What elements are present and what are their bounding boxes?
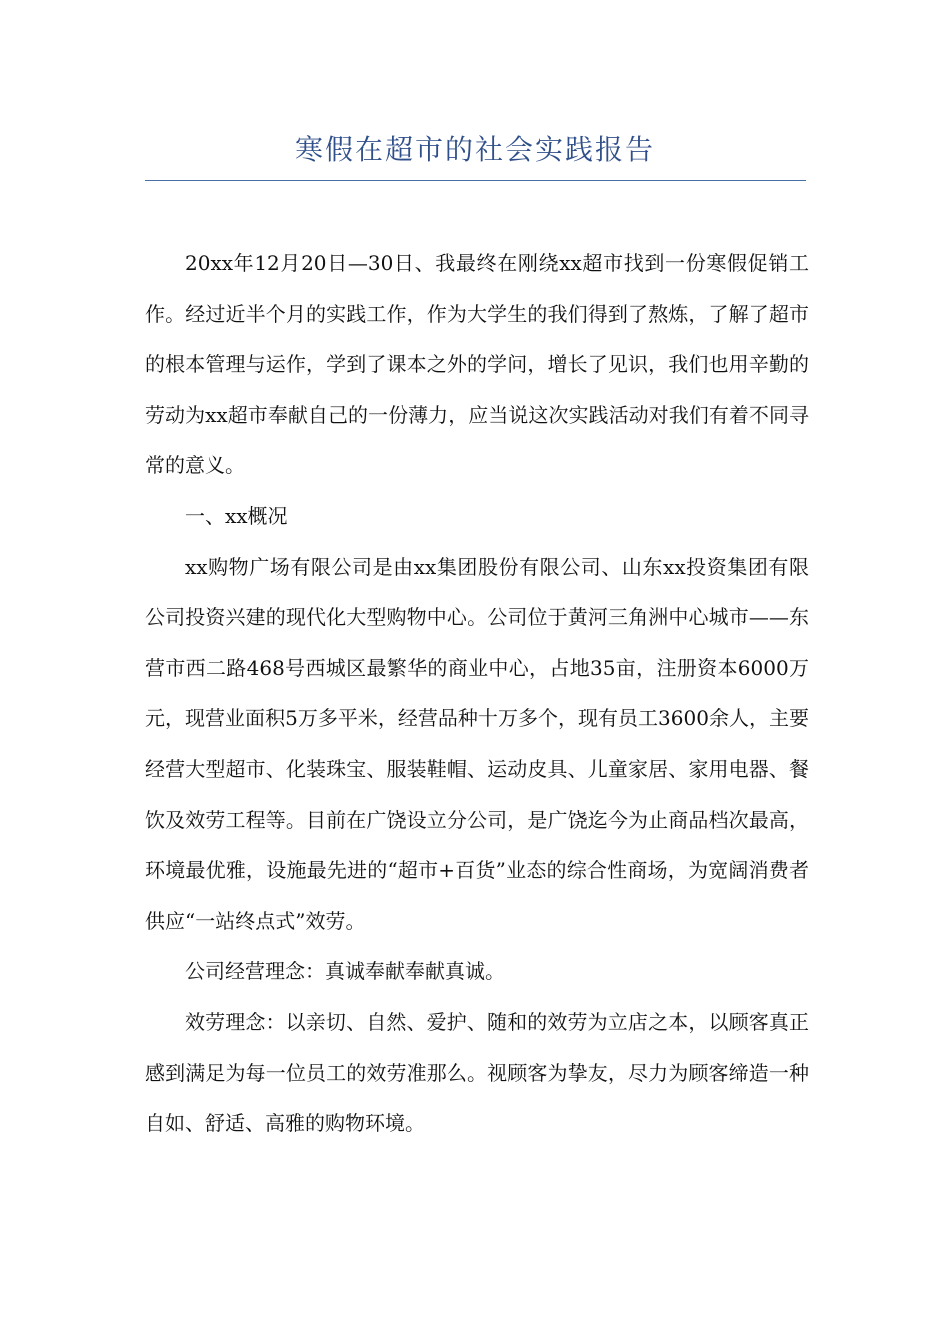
document-body xyxy=(145,238,809,1149)
paragraph-company-overview: xx购物广场有限公司是由xx集团股份有限公司、山东xx投资集团有限公司投资兴建的现代化大型购物中心。公司位于黄河三角洲中心城市——东营市西二路468号西城区最繁华的商业中心，占地35亩，注册资本6000万元，现营业面积5万多平米，经营品种十万多个，现有员工3600余人，主要经营大型超市、化装珠宝、服装鞋帽、运动皮具、儿童家居、家用电器、餐饮及效劳工程等。目前在广饶设立分公司，是广饶迄今为止商品档次最高，环境最优雅，设施最先进的“超市+百货”业态的综合性商场，为宽阔消费者供应“一站终点式”效劳。 xyxy=(145,554,809,933)
paragraph-service-philosophy: 效劳理念：以亲切、自然、爱护、随和的效劳为立店之本，以顾客真正感到满足为每一位员工的效劳准那么。视顾客为挚友，尽力为顾客缔造一种自如、舒适、高雅的购物环境。 xyxy=(145,1009,809,1136)
paragraph-business-philosophy: 公司经营理念：真诚奉献奉献真诚。 xyxy=(185,959,505,984)
title-underline xyxy=(145,180,806,181)
section-heading-overview: 一、xx概况 xyxy=(185,503,288,528)
paragraph-intro: 20xx年12月20日—30日、我最终在刚绕xx超市找到一份寒假促销工作。经过近半个月的实践工作，作为大学生的我们得到了熬炼，了解了超市的根本管理与运作，学到了课本之外的学问，增长了见识，我们也用辛勤的劳动为xx超市奉献自己的一份薄力，应当说这次实践活动对我们有着不同寻常的意义。 xyxy=(145,251,809,478)
document-title: 寒假在超市的社会实践报告 xyxy=(294,133,655,166)
